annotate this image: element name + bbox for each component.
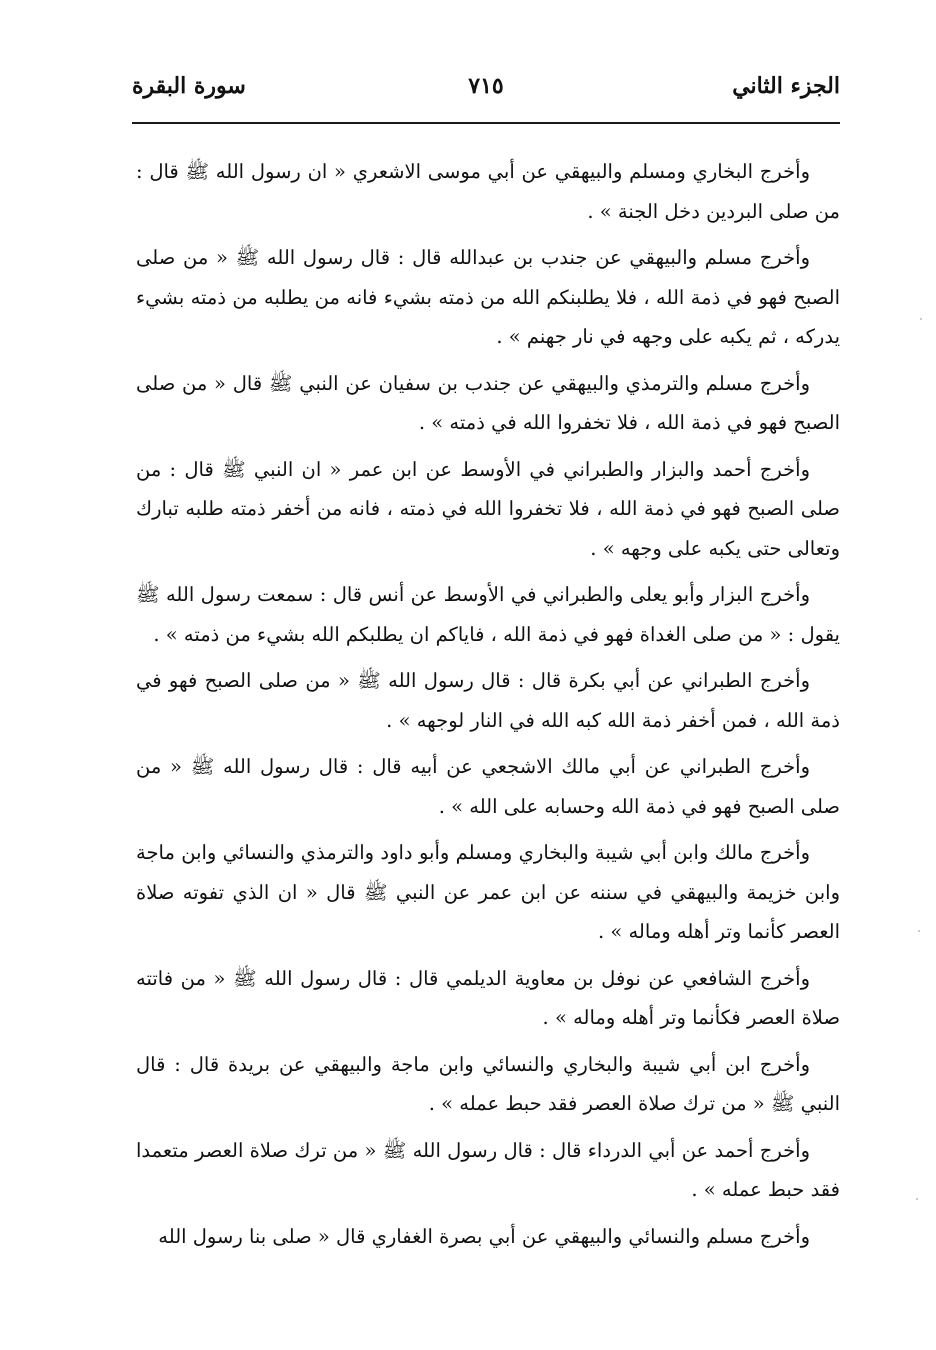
paragraph: وأخرج مالك وابن أبي شيبة والبخاري ومسلم وأبو داود والترمذي والنسائي وابن ماجة وابن خزيمة والبيهقي في سننه عن ابن عمر عن النبي ﷺ قال « ان الذي تفوته صلاة العصر كأنما وتر أهله وماله » .: [136, 841, 840, 943]
surah-label: سورة البقرة: [132, 73, 246, 99]
header-divider: [132, 122, 840, 124]
scan-speck: [916, 1198, 918, 1200]
paragraph: وأخرج أحمد والبزار والطبراني في الأوسط عن ابن عمر « ان النبي ﷺ قال : من صلى الصبح فهو في ذمة الله ، فلا تخفروا الله في ذمته ، فانه من أخفر ذمته طلبه تبارك وتعالى حتى يكبه على وجهه » .: [136, 457, 840, 560]
paragraph: وأخرج أحمد عن أبي الدرداء قال : قال رسول الله ﷺ « من ترك صلاة العصر متعمدا فقد حبط عمله » .: [136, 1138, 840, 1201]
scan-speck: [918, 930, 920, 932]
paragraph: وأخرج ابن أبي شيبة والبخاري والنسائي وابن ماجة والبيهقي عن بريدة قال : قال النبي ﷺ « من ترك صلاة العصر فقد حبط عمله » .: [136, 1052, 840, 1115]
paragraph: وأخرج مسلم والنسائي والبيهقي عن أبي بصرة الغفاري قال « صلى بنا رسول الله: [158, 1224, 810, 1248]
paragraph: وأخرج مسلم والبيهقي عن جندب بن عبدالله قال : قال رسول الله ﷺ « من صلى الصبح فهو في ذمة الله ، فلا يطلبنكم الله من ذمته بشيء فانه من يطلبه من ذمته بشيء يدركه ، ثم يكبه على وجهه في نار جهنم » .: [136, 246, 840, 348]
page-number: ٧١٥: [468, 73, 504, 99]
scan-speck: [920, 318, 922, 320]
paragraph: وأخرج البزار وأبو يعلى والطبراني في الأوسط عن أنس قال : سمعت رسول الله ﷺ يقول : « من صلى الغداة فهو في ذمة الله ، فاياكم ان يطلبكم الله بشيء من ذمته » .: [136, 583, 840, 646]
page-header: [132, 60, 840, 122]
paragraph: وأخرج الشافعي عن نوفل بن معاوية الديلمي قال : قال رسول الله ﷺ « من فاتته صلاة العصر فكأنما وتر أهله وماله » .: [136, 966, 840, 1029]
volume-label: الجزء الثاني: [732, 73, 840, 99]
page-body: [136, 152, 840, 1263]
paragraph: وأخرج مسلم والترمذي والبيهقي عن جندب بن سفيان عن النبي ﷺ قال « من صلى الصبح فهو في ذمة الله ، فلا تخفروا الله في ذمته » .: [136, 371, 840, 434]
paragraph: وأخرج الطبراني عن أبي مالك الاشجعي عن أبيه قال : قال رسول الله ﷺ « من صلى الصبح فهو في ذمة الله وحسابه على الله » .: [136, 755, 840, 818]
paragraph: وأخرج البخاري ومسلم والبيهقي عن أبي موسى الاشعري « ان رسول الله ﷺ قال : من صلى البردين دخل الجنة » .: [136, 160, 840, 223]
paragraph: وأخرج الطبراني عن أبي بكرة قال : قال رسول الله ﷺ « من صلى الصبح فهو في ذمة الله ، فمن أخفر ذمة الله كبه الله في النار لوجهه » .: [136, 669, 840, 732]
